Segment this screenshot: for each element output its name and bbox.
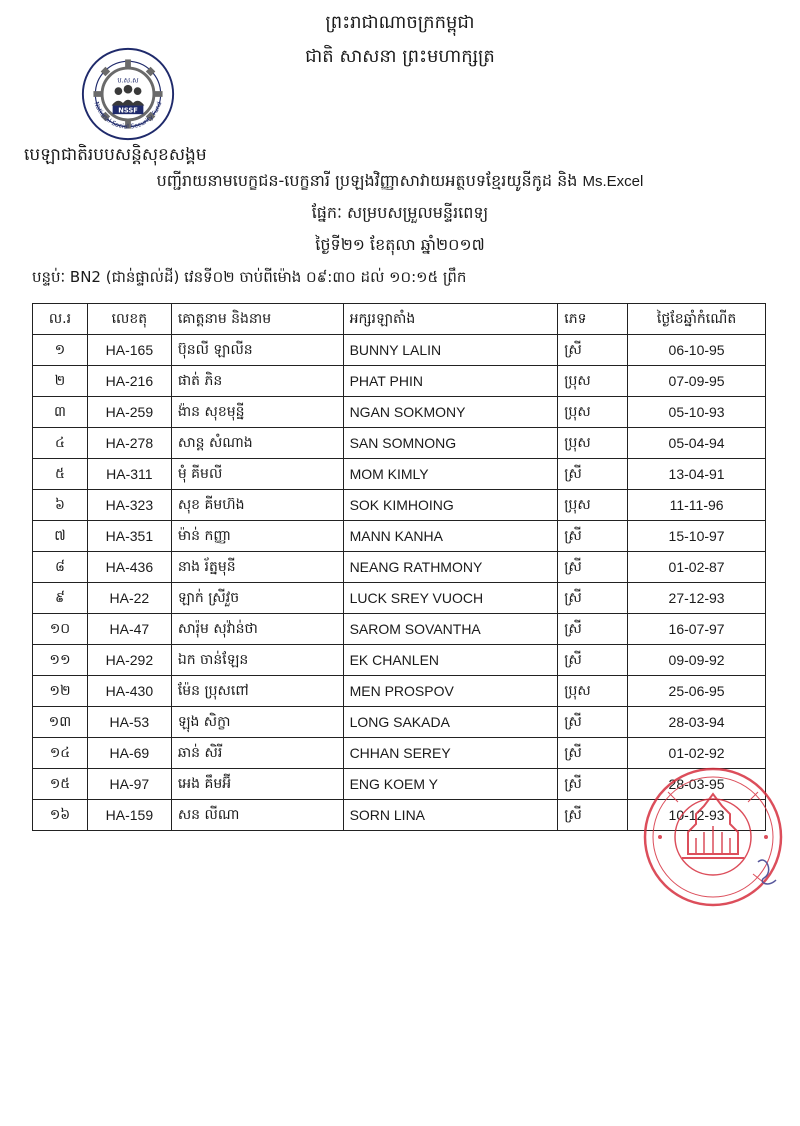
desk-number-cell: HA-47: [87, 614, 171, 645]
khmer-name-cell: សុខ គីមហ៊ង: [171, 490, 343, 521]
desk-number-cell: HA-97: [87, 769, 171, 800]
row-number-cell: ១: [33, 335, 88, 366]
desk-number-cell: HA-311: [87, 459, 171, 490]
table-row: [33, 335, 766, 366]
title-line-1: បញ្ជីរាយនាមបេក្ខជន-បេក្ខនារី ប្រឡងវិញ្ញាសាវាយអត្ថបទខ្មែរយូនីកូដ និង: [156, 171, 578, 190]
row-number-cell: ៧: [33, 521, 88, 552]
table-header-row: [33, 304, 766, 335]
desk-number-cell: HA-436: [87, 552, 171, 583]
col-header-number: ល.រ: [33, 304, 88, 335]
sex-cell: ស្រី: [558, 769, 628, 800]
sex-cell: ប្រុស: [558, 676, 628, 707]
col-header-sex: ភេទ: [558, 304, 628, 335]
khmer-name-cell: មុំ គីមលី: [171, 459, 343, 490]
section-line: ផ្នែកៈ សម្របសម្រួលមន្ទីរពេទ្យ: [311, 203, 489, 222]
sex-cell: ស្រី: [558, 645, 628, 676]
logo-acronym: NSSF: [118, 106, 138, 115]
col-header-dob: ថ្ងៃខែឆ្នាំកំណើត: [628, 304, 766, 335]
motto-heading: ជាតិ សាសនា ព្រះមហាក្សត្រ: [305, 46, 495, 67]
sex-cell: ស្រី: [558, 335, 628, 366]
sex-cell: ប្រុស: [558, 490, 628, 521]
desk-number-cell: HA-165: [87, 335, 171, 366]
sex-cell: ស្រី: [558, 614, 628, 645]
organization-name: បេឡាជាតិរបបសន្តិសុខសង្គម: [24, 145, 207, 165]
latin-name-cell: CHHAN SEREY: [343, 738, 558, 769]
row-number-cell: ៨: [33, 552, 88, 583]
row-number-cell: ៩: [33, 583, 88, 614]
table-row: [33, 552, 766, 583]
row-number-cell: ១៦: [33, 800, 88, 831]
sex-cell: ស្រី: [558, 583, 628, 614]
table-row: [33, 583, 766, 614]
date-of-birth-cell: 06-10-95: [628, 335, 766, 366]
latin-name-cell: NEANG RATHMONY: [343, 552, 558, 583]
latin-name-cell: LONG SAKADA: [343, 707, 558, 738]
khmer-name-cell: ម៉ាន់ កញ្ញា: [171, 521, 343, 552]
date-of-birth-cell: 05-10-93: [628, 397, 766, 428]
khmer-name-cell: នាង រ័ត្នមុនី: [171, 552, 343, 583]
desk-number-cell: HA-216: [87, 366, 171, 397]
khmer-name-cell: សារ៉ុម សុវ៉ាន់ថា: [171, 614, 343, 645]
desk-number-cell: HA-69: [87, 738, 171, 769]
row-number-cell: ១៥: [33, 769, 88, 800]
sex-cell: ស្រី: [558, 521, 628, 552]
sex-cell: ស្រី: [558, 800, 628, 831]
latin-name-cell: LUCK SREY VUOCH: [343, 583, 558, 614]
table-row: [33, 645, 766, 676]
date-of-birth-cell: 05-04-94: [628, 428, 766, 459]
latin-name-cell: SAROM SOVANTHA: [343, 614, 558, 645]
khmer-name-cell: ឆាន់ សិរី: [171, 738, 343, 769]
khmer-name-cell: សន លីណា: [171, 800, 343, 831]
sex-cell: ប្រុស: [558, 397, 628, 428]
desk-number-cell: HA-323: [87, 490, 171, 521]
col-header-latin-name: អក្សរឡាតាំង: [343, 304, 558, 335]
sex-cell: ប្រុស: [558, 428, 628, 459]
row-number-cell: ៣: [33, 397, 88, 428]
latin-name-cell: EK CHANLEN: [343, 645, 558, 676]
table-row: [33, 707, 766, 738]
row-number-cell: ១០: [33, 614, 88, 645]
kingdom-heading: ព្រះរាជាណាចក្រកម្ពុជា: [325, 12, 475, 33]
col-header-khmer-name: គោត្តនាម និងនាម: [171, 304, 343, 335]
khmer-name-cell: ឡាក់ ស្រីវួច: [171, 583, 343, 614]
row-number-cell: ១៤: [33, 738, 88, 769]
khmer-name-cell: ឯក ចាន់ឡែន: [171, 645, 343, 676]
logo-abbrev: ប.ស.ស: [117, 76, 139, 85]
date-of-birth-cell: 15-10-97: [628, 521, 766, 552]
khmer-name-cell: សាន្ត សំណាង: [171, 428, 343, 459]
latin-name-cell: BUNNY LALIN: [343, 335, 558, 366]
desk-number-cell: HA-278: [87, 428, 171, 459]
row-number-cell: ២: [33, 366, 88, 397]
table-row: [33, 521, 766, 552]
desk-number-cell: HA-259: [87, 397, 171, 428]
desk-number-cell: HA-292: [87, 645, 171, 676]
row-number-cell: ១២: [33, 676, 88, 707]
sex-cell: ស្រី: [558, 459, 628, 490]
latin-name-cell: PHAT PHIN: [343, 366, 558, 397]
sex-cell: ស្រី: [558, 738, 628, 769]
table-row: [33, 397, 766, 428]
khmer-name-cell: ប៊ុនលី ឡាលីន: [171, 335, 343, 366]
date-of-birth-cell: 28-03-95: [628, 769, 766, 800]
date-of-birth-cell: 10-12-93: [628, 800, 766, 831]
desk-number-cell: HA-53: [87, 707, 171, 738]
latin-name-cell: MEN PROSPOV: [343, 676, 558, 707]
row-number-cell: ៦: [33, 490, 88, 521]
latin-name-cell: SORN LINA: [343, 800, 558, 831]
official-stamp: [638, 762, 788, 912]
desk-number-cell: HA-351: [87, 521, 171, 552]
date-of-birth-cell: 25-06-95: [628, 676, 766, 707]
table-row: [33, 490, 766, 521]
row-number-cell: ១៣: [33, 707, 88, 738]
sex-cell: ស្រី: [558, 707, 628, 738]
date-of-birth-cell: 28-03-94: [628, 707, 766, 738]
table-row: [33, 676, 766, 707]
date-of-birth-cell: 01-02-92: [628, 738, 766, 769]
room-info: បន្ទប់ៈ BN2 (ជាន់ផ្ទាល់ដី) វេនទី០២ ចាប់ពីម៉ោង ០៩:៣០ ដល់ ១០:១៥ ព្រឹក: [32, 268, 467, 286]
date-line: ថ្ងៃទី២១ ខែតុលា ឆ្នាំ២០១៧: [315, 235, 485, 254]
khmer-name-cell: ឡុង សិក្ខា: [171, 707, 343, 738]
title-line-1-suffix: Ms.Excel: [582, 173, 644, 190]
date-of-birth-cell: 27-12-93: [628, 583, 766, 614]
khmer-name-cell: ម៉ែន ប្រុសពៅ: [171, 676, 343, 707]
sex-cell: ស្រី: [558, 552, 628, 583]
sex-cell: ប្រុស: [558, 366, 628, 397]
col-header-desk: លេខតុ: [87, 304, 171, 335]
table-body: [33, 335, 766, 831]
row-number-cell: ៤: [33, 428, 88, 459]
date-of-birth-cell: 11-11-96: [628, 490, 766, 521]
latin-name-cell: ENG KOEM Y: [343, 769, 558, 800]
desk-number-cell: HA-22: [87, 583, 171, 614]
table-row: [33, 366, 766, 397]
latin-name-cell: MOM KIMLY: [343, 459, 558, 490]
desk-number-cell: HA-159: [87, 800, 171, 831]
latin-name-cell: SOK KIMHOING: [343, 490, 558, 521]
document-title: [0, 170, 800, 194]
latin-name-cell: MANN KANHA: [343, 521, 558, 552]
latin-name-cell: SAN SOMNONG: [343, 428, 558, 459]
row-number-cell: ៥: [33, 459, 88, 490]
date-of-birth-cell: 16-07-97: [628, 614, 766, 645]
desk-number-cell: HA-430: [87, 676, 171, 707]
date-of-birth-cell: 07-09-95: [628, 366, 766, 397]
date-of-birth-cell: 01-02-87: [628, 552, 766, 583]
table-row: [33, 614, 766, 645]
khmer-name-cell: អេង គឹមអ៊ី: [171, 769, 343, 800]
table-row: [33, 459, 766, 490]
nssf-logo: [80, 46, 176, 142]
table-row: [33, 428, 766, 459]
candidate-table: [32, 303, 766, 831]
date-of-birth-cell: 13-04-91: [628, 459, 766, 490]
date-of-birth-cell: 09-09-92: [628, 645, 766, 676]
khmer-name-cell: ង៉ាន សុខមុន្នី: [171, 397, 343, 428]
row-number-cell: ១១: [33, 645, 88, 676]
latin-name-cell: NGAN SOKMONY: [343, 397, 558, 428]
logo-ring-text: National Social Security Fund: [92, 100, 164, 131]
khmer-name-cell: ផាត់ ភិន: [171, 366, 343, 397]
